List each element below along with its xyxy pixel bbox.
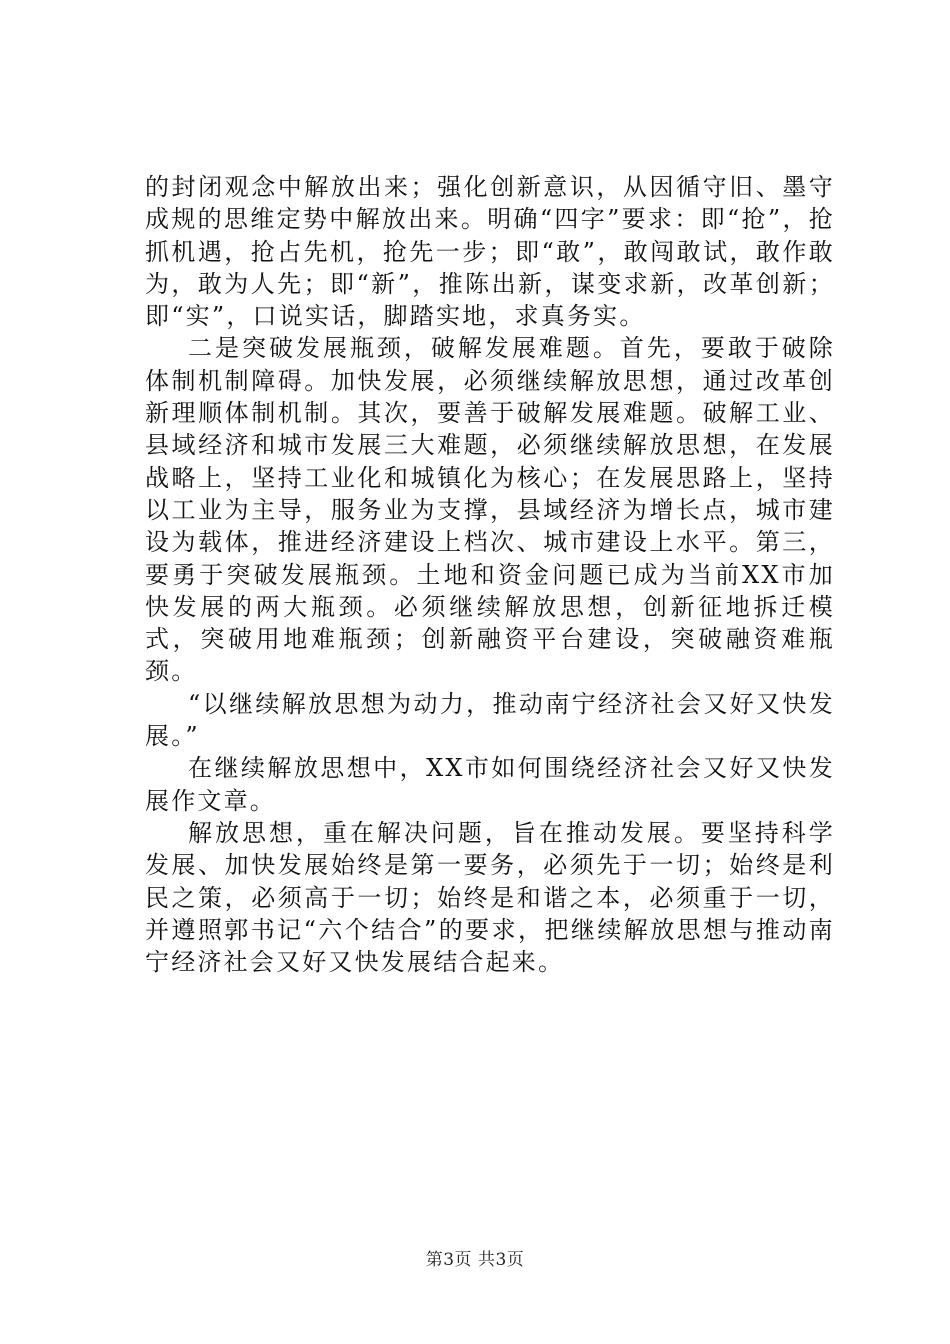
document-body	[145, 171, 835, 978]
paragraph-breakthrough: 二是突破发展瓶颈，破解发展难题。首先，要敢于破除体制机制障碍。加快发展，必须继续解放思想，通过改革创新理顺体制机制。其次，要善于破解发展难题。破解工业、县域经济和城市发展三大难题，必须继续解放思想，在发展战略上，坚持工业化和城镇化为核心；在发展思路上，坚持以工业为主导，服务业为支撑，县域经济为增长点，城市建设为载体，推进经济建设上档次、城市建设上水平。第三，要勇于突破发展瓶颈。土地和资金问题已成为当前XX市加快发展的两大瓶颈。必须继续解放思想，创新征地拆迁模式，突破用地难瓶颈；创新融资平台建设，突破融资难瓶颈。	[145, 334, 835, 686]
paragraph-question: 在继续解放思想中，XX市如何围绕经济社会又好又快发展作文章。	[145, 754, 835, 815]
paragraph-quote: “以继续解放思想为动力，推动南宁经济社会又好又快发展。”	[145, 689, 835, 751]
page-number-footer: 第3页 共3页	[425, 1250, 525, 1270]
paragraph-continuation: 的封闭观念中解放出来；强化创新意识，从因循守旧、墨守成规的思维定势中解放出来。明确“四字”要求：即“抢”，抢抓机遇，抢占先机，抢先一步；即“敢”，敢闯敢试，敢作敢为，敢为人先；即“新”，推陈出新，谋变求新，改革创新；即“实”，口说实话，脚踏实地，求真务实。	[145, 173, 835, 331]
paragraph-conclusion: 解放思想，重在解决问题，旨在推动发展。要坚持科学发展、加快发展始终是第一要务，必须先于一切；始终是利民之策，必须高于一切；始终是和谐之本，必须重于一切，并遵照郭书记“六个结合”的要求，把继续解放思想与推动南宁经济社会又好又快发展结合起来。	[145, 818, 835, 977]
